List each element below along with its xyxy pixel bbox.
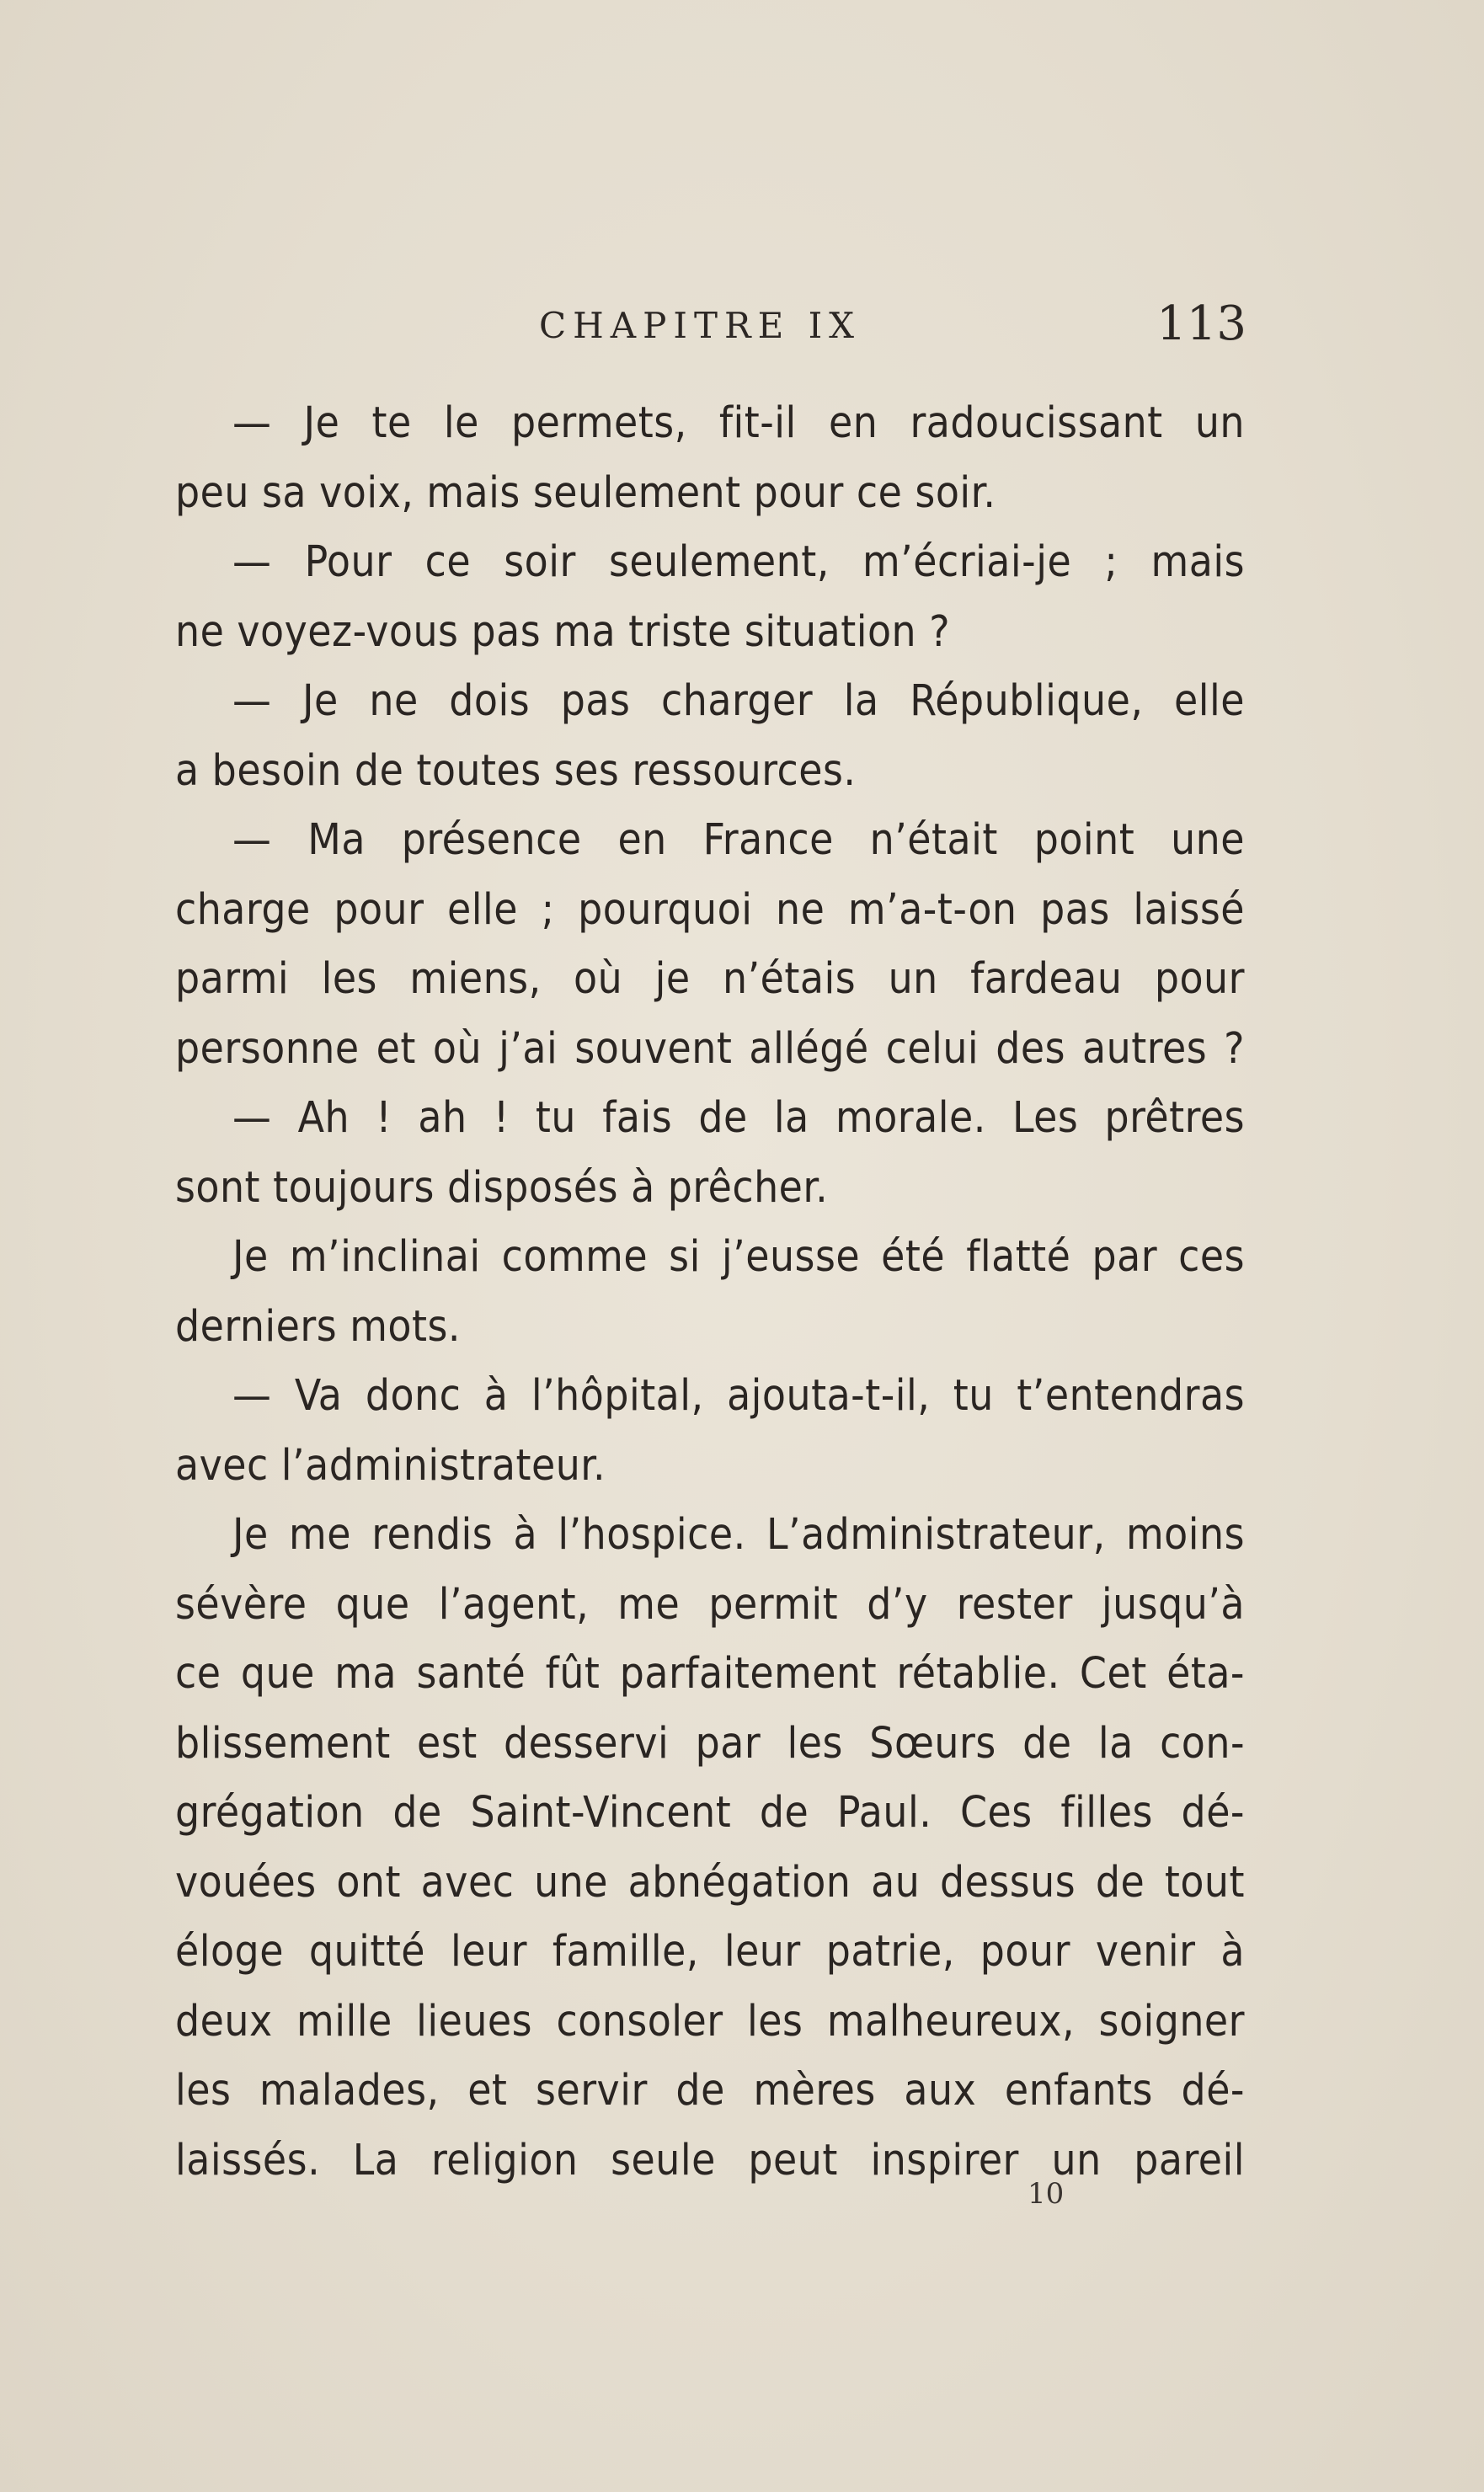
text-line: blissement est desservi par les Sœurs de la con- — [175, 1718, 1245, 1769]
text-line: ne voyez-vous pas ma triste situation ? — [175, 606, 951, 657]
text-line: — Va donc à l’hôpital, ajouta-t-il, tu t’entendras — [232, 1371, 1245, 1421]
running-head — [539, 296, 1246, 364]
text-line: peu sa voix, mais seulement pour ce soir. — [175, 467, 996, 518]
text-line: personne et où j’ai souvent allégé celui des autres ? — [175, 1023, 1245, 1074]
text-line: les malades, et servir de mères aux enfants dé- — [175, 2066, 1245, 2116]
text-line: — Je te le permets, fit-il en radoucissant un — [232, 398, 1245, 448]
text-line: grégation de Saint-Vincent de Paul. Ces filles dé- — [175, 1788, 1245, 1838]
text-line: Je me rendis à l’hospice. L’administrateur, moins — [232, 1510, 1245, 1560]
text-line: parmi les miens, où je n’étais un fardeau pour — [175, 954, 1245, 1004]
text-line: — Pour ce soir seulement, m’écriai-je ; mais — [232, 537, 1245, 587]
page-number: 113 — [1156, 296, 1246, 351]
body-text — [175, 389, 1245, 2196]
text-line: avec l’administrateur. — [175, 1440, 606, 1491]
text-line: laissés. La religion seule peut inspirer un pareil — [175, 2135, 1245, 2185]
chapter-title: CHAPITRE IX — [539, 305, 862, 346]
text-line: Je m’inclinai comme si j’eusse été flatté par ces — [232, 1232, 1245, 1282]
printer-signature-mark: 10 — [1028, 2177, 1065, 2211]
text-line: — Je ne dois pas charger la République, elle — [232, 676, 1245, 726]
text-line: vouées ont avec une abnégation au dessus de tout — [175, 1857, 1245, 1908]
text-line: sont toujours disposés à prêcher. — [175, 1162, 829, 1213]
text-line: a besoin de toutes ses ressources. — [175, 745, 857, 796]
text-line: — Ah ! ah ! tu fais de la morale. Les prêtres — [232, 1093, 1245, 1143]
text-line: — Ma présence en France n’était point une — [232, 815, 1245, 865]
text-line: sévère que l’agent, me permit d’y rester jusqu’à — [175, 1579, 1245, 1630]
text-line: deux mille lieues consoler les malheureux, soigner — [175, 1996, 1245, 2046]
text-line: ce que ma santé fût parfaitement rétablie. Cet éta- — [175, 1649, 1245, 1699]
text-line: charge pour elle ; pourquoi ne m’a-t-on pas laissé — [175, 884, 1245, 935]
text-line: éloge quitté leur famille, leur patrie, pour venir à — [175, 1927, 1245, 1977]
text-line: derniers mots. — [175, 1301, 461, 1352]
